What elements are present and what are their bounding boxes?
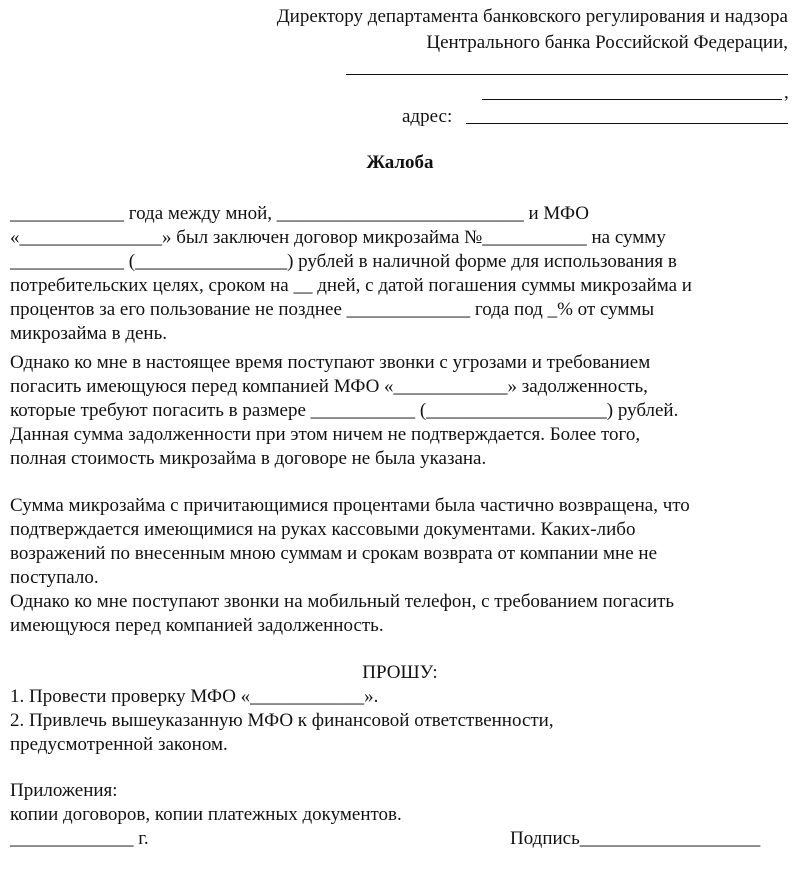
document-title: Жалоба (366, 152, 434, 173)
para1-line-3: ____________ (________________) рублей в наличной форме для использования в (10, 251, 677, 272)
addressee-line-2: Центрального банка Российской Федерации, (426, 32, 788, 53)
request-heading: ПРОШУ: (362, 662, 438, 683)
addressee-line-1: Директору департамента банковского регулирования и надзора (276, 6, 788, 27)
request-item-2-line-2: предусмотренной законом. (10, 734, 228, 755)
attachments-text: копии договоров, копии платежных документов. (10, 804, 402, 825)
para2-line-2: погасить имеющуюся перед компанией МФО «____________» задолженность, (10, 376, 648, 397)
para3-line-4: поступало. (10, 567, 99, 588)
sender-name-rule-2 (482, 99, 782, 100)
para1-line-5: процентов за его пользование не позднее _____________ года под _% от суммы (10, 299, 655, 320)
request-item-1: 1. Провести проверку МФО «____________». (10, 686, 379, 707)
para2-line-4: Данная сумма задолженности при этом ничем не подтверждается. Более того, (10, 424, 641, 445)
para2-line-5: полная стоимость микрозайма в договоре не была указана. (10, 448, 487, 469)
para1-line-2: «_______________» был заключен договор микрозайма №___________ на сумму (10, 227, 666, 248)
para3-line-3: возражений по внесенным мною суммам и срокам возврата от компании мне не (10, 543, 658, 564)
sender-comma: , (784, 82, 789, 103)
para2-line-3: которые требуют погасить в размере ___________ (___________________) рублей. (10, 400, 679, 421)
para1-line-6: микрозайма в день. (10, 323, 168, 344)
para3-line-5: Однако ко мне поступают звонки на мобильный телефон, с требованием погасить (10, 591, 675, 612)
sender-name-rule (346, 74, 788, 75)
para1-line-4: потребительских целях, сроком на __ дней, с датой погашения суммы микрозайма и (10, 275, 692, 296)
attachments-label: Приложения: (10, 780, 118, 801)
address-label: адрес: (402, 106, 453, 127)
para1-line-1: ____________ года между мной, __________________________ и МФО (10, 203, 590, 224)
date-field: _____________ г. (10, 828, 149, 849)
signature-field: Подпись___________________ (510, 828, 761, 849)
request-item-2-line-1: 2. Привлечь вышеуказанную МФО к финансовой ответственности, (10, 710, 554, 731)
para3-line-1: Сумма микрозайма с причитающимися процентами была частично возвращена, что (10, 495, 690, 516)
para3-line-6: имеющуюся перед компанией задолженность. (10, 615, 384, 636)
address-rule (466, 123, 788, 124)
para2-line-1: Однако ко мне в настоящее время поступают звонки с угрозами и требованием (10, 352, 651, 373)
para3-line-2: подтверждается имеющимися на руках кассовыми документами. Каких-либо (10, 519, 636, 540)
